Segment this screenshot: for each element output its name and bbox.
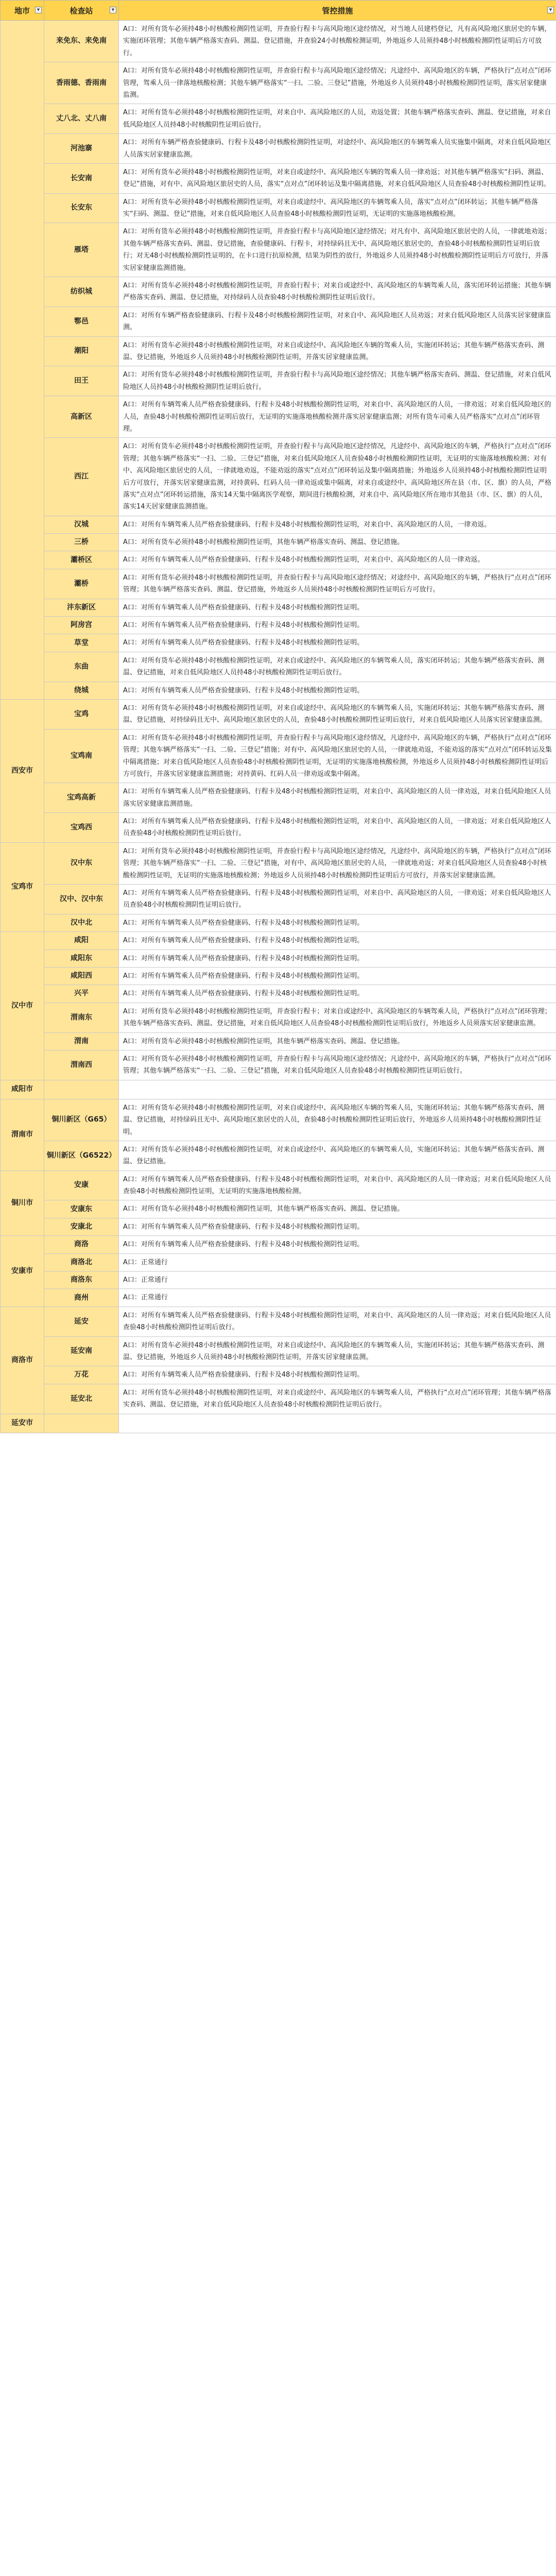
header-point: [44, 1, 119, 21]
policy-cell: A口：对所有车辆驾乘人员严格查验健康码、行程卡及48小时核酸检测阴性证明，对来自中、高风险地区的人员一律劝返；对来自低风险地区人员查验48小时核酸检测阴性证明，无证明的实施落地核酸检测。: [119, 1171, 556, 1200]
checkpoint-cell: 延安南: [44, 1336, 119, 1366]
policy-cell: A口：对所有车辆驾乘人员严格查验健康码、行程卡及48小时核酸检测阴性证明。: [119, 1366, 556, 1384]
checkpoint-cell: [44, 1080, 119, 1099]
table-row: [1, 193, 556, 223]
table-row: [1, 551, 556, 569]
table-row: [1, 336, 556, 366]
checkpoint-cell: 渭南西: [44, 1050, 119, 1080]
table-row: [1, 366, 556, 396]
table-row: [1, 1289, 556, 1307]
city-cell: 商洛市: [1, 1307, 44, 1414]
table-row: [1, 1099, 556, 1141]
table-row: [1, 307, 556, 336]
table-row: [1, 277, 556, 307]
table-row: [1, 968, 556, 985]
table-row: [1, 1272, 556, 1289]
table-row: [1, 682, 556, 699]
header-point-label: 检查站: [70, 6, 93, 15]
table-body: [1, 21, 556, 1433]
checkpoint-cell: 宝鸡高新: [44, 783, 119, 813]
table-row: [1, 223, 556, 277]
policy-cell: A口：对所有车辆驾乘人员严格查验健康码、行程卡及48小时核酸检测阴性证明。: [119, 985, 556, 1003]
policy-cell: A口：对所有车辆严格查验健康码、行程卡及48小时核酸检测阴性证明，对途经中、高风险地区的车辆驾乘人员实施集中隔离，对来自低风险地区人员落实居家健康监测。: [119, 134, 556, 164]
table-row: [1, 914, 556, 931]
city-cell: 咸阳市: [1, 1080, 44, 1099]
policy-cell: A口：对所有货车必须持48小时核酸检测阴性证明，其他车辆严格落实查码、测温、登记措施。: [119, 1200, 556, 1218]
table-row: [1, 134, 556, 164]
table-row: [1, 652, 556, 682]
table-row: [1, 396, 556, 438]
policy-cell: A口：对所有货车必须持48小时核酸检测阴性证明，对来自或途经中、高风险地区的车辆驾乘人员，落实闭环转运；其他车辆严格落实查码、测温、登记措施，对来自低风险地区人员持48小时核酸检测阴性证明后放行。: [119, 652, 556, 682]
table-row: [1, 1236, 556, 1253]
policy-cell: A口：对所有货车必须持48小时核酸检测阴性证明，对来自或途经中、高风险地区的车辆驾乘人员，落实“点对点”闭环转运；其他车辆严格落实“扫码、测温、登记”措施，对来自低风险地区人员查验48小时核酸检测阴性证明，无证明的实施落地核酸检测。: [119, 193, 556, 223]
policy-cell: A口：对所有货车必须持48小时核酸检测阴性证明，对来自或途经中、高风险地区的车辆驾乘人员，实施闭环转运；其他车辆严格落实查码、测温、登记措施，外地返乡人员须持48小时核酸检测阴性证明，并落实居家健康监测。: [119, 1336, 556, 1366]
header-policy: [119, 1, 556, 21]
checkpoint-cell: 河池寨: [44, 134, 119, 164]
checkpoint-cell: 咸阳: [44, 932, 119, 950]
policy-cell: A口：对所有车辆驾乘人员严格查验健康码、行程卡及48小时核酸检测阴性证明。: [119, 1236, 556, 1253]
checkpoint-cell: 商洛: [44, 1236, 119, 1253]
checkpoint-cell: 宝鸡西: [44, 813, 119, 843]
policy-cell: A口：对所有货车必须持48小时核酸检测阴性证明，并查验行程卡与高风险地区途经情况；凡途经中、高风险地区的车辆，严格执行“点对点”闭环管理；其他车辆严格落实“一扫、二验、三登记”措施，对来自低风险地区人员查验48小时核酸检测阴性证明后放行。: [119, 1050, 556, 1080]
table-row: [1, 1032, 556, 1050]
checkpoint-cell: 咸阳东: [44, 950, 119, 967]
table-row: [1, 1414, 556, 1433]
policy-cell: A口：对所有车辆驾乘人员严格查验健康码、行程卡及48小时核酸检测阴性证明，对来自中、高风险地区的人员，一律劝返。: [119, 516, 556, 533]
checkpoint-cell: 延安: [44, 1307, 119, 1336]
checkpoint-cell: 高新区: [44, 396, 119, 438]
checkpoint-cell: 丈八北、丈八南: [44, 104, 119, 134]
checkpoint-cell: 咸阳西: [44, 968, 119, 985]
table-row: [1, 1200, 556, 1218]
checkpoint-cell: 灞桥: [44, 569, 119, 599]
checkpoint-cell: 安康北: [44, 1218, 119, 1235]
policy-cell: A口：正常通行: [119, 1272, 556, 1289]
table-row: [1, 1366, 556, 1384]
city-cell: 安康市: [1, 1236, 44, 1307]
policy-cell: [119, 1080, 556, 1099]
table-row: [1, 1336, 556, 1366]
checkpoint-cell: 宝鸡南: [44, 729, 119, 783]
checkpoint-cell: 汉中、汉中东: [44, 885, 119, 914]
checkpoint-cell: 三桥: [44, 534, 119, 551]
policy-cell: A口：对所有货车必须持48小时核酸检测阴性证明，对来自或途经中、高风险地区的车辆驾乘人员，实施闭环转运；其他车辆严格落实查码、测温、登记措施，对持绿码且无中、高风险地区旅居史的人员，查验48小时核酸检测阴性证明后放行，对来自低风险地区人员落实居家健康监测。: [119, 699, 556, 729]
checkpoint-cell: 长安东: [44, 193, 119, 223]
table-row: [1, 932, 556, 950]
table-row: [1, 1253, 556, 1271]
policy-cell: A口：对所有货车必须持48小时核酸检测阴性证明，并查验行程卡与高风险地区途经情况；凡途经中、高风险地区的车辆，严格执行“点对点”闭环管理，驾乘人员一律落地核酸检测；其他车辆严格落实“一扫、二验、三登记”措施，外地返乡人员须持48小时核酸检测阴性证明，落实居家健康监测。: [119, 62, 556, 104]
checkpoint-cell: 安康东: [44, 1200, 119, 1218]
policy-cell: A口：对所有车辆驾乘人员严格查验健康码、行程卡及48小时核酸检测阴性证明。: [119, 1218, 556, 1235]
checkpoint-cell: 延安北: [44, 1384, 119, 1414]
policy-cell: A口：对所有车辆驾乘人员严格查验健康码、行程卡及48小时核酸检测阴性证明，对来自中、高风险地区的人员，一律劝返；对来自低风险地区人员查验48小时核酸检测阴性证明后放行。: [119, 813, 556, 843]
table-row: [1, 950, 556, 967]
table-row: [1, 534, 556, 551]
checkpoint-cell: 来免东、来免南: [44, 21, 119, 62]
policy-cell: A口：对所有货车必须持48小时核酸检测阴性证明，对来自或途经中、高风险地区车辆的驾乘人员，实施闭环转运；其他车辆严格落实查码、测温、登记措施，外地返乡人员须持48小时核酸检测阴性证明，并落实居家健康监测。: [119, 336, 556, 366]
table-row: [1, 1003, 556, 1032]
table-row: [1, 1384, 556, 1414]
policy-cell: A口：对所有货车必须持48小时核酸检测阴性证明，对来自中、高风险地区的人员，劝返处置；其他车辆严格落实查码、测温、登记措施，对来自低风险地区人员持48小时核酸阴性证明后放行。: [119, 104, 556, 134]
checkpoint-cell: 渭南: [44, 1032, 119, 1050]
policy-cell: A口：对所有货车必须持48小时核酸检测阴性证明，对来自或途经中、高风险地区车辆的驾乘人员，实施闭环转运；其他车辆严格落实查码、测温、登记措施，对持绿码且无中、高风险地区旅居史的人员，查验48小时核酸检测阴性证明后放行，外地返乡人员须持48小时核酸检测阴性证明。: [119, 1099, 556, 1141]
checkpoint-cell: [44, 1414, 119, 1433]
city-cell: 汉中市: [1, 932, 44, 1080]
policy-cell: A口：对所有货车必须持48小时核酸检测阴性证明，对来自或途经中、高风险地区的车辆驾乘人员，实施闭环转运；其他车辆严格落实查码、测温、登记措施。: [119, 1141, 556, 1171]
header-city-label: 地市: [14, 6, 30, 15]
table-row: [1, 1307, 556, 1336]
table-row: [1, 104, 556, 134]
policy-cell: A口：对所有货车必须持48小时核酸检测阴性证明，并查验行程卡；对来自或途经中、高风险地区的车辆驾乘人员，严格执行“点对点”闭环管理；其他车辆严格落实查码、测温、登记措施，对来自低风险地区人员查验48小时核酸检测阴性证明后放行，外地返乡人员须落实居家健康监测。: [119, 1003, 556, 1032]
city-cell: 延安市: [1, 1414, 44, 1433]
table-row: [1, 21, 556, 62]
policy-cell: A口：对所有货车必须持48小时核酸检测阴性证明，并查验行程卡；对来自或途经中、高风险地区的车辆驾乘人员，落实闭环转运措施；其他车辆严格落实查码、测温、登记措施，对持绿码人员查验48小时核酸检测阴性证明后放行。: [119, 277, 556, 307]
table-row: [1, 599, 556, 616]
filter-dropdown-icon[interactable]: ▼: [110, 7, 116, 13]
table-row: [1, 1141, 556, 1171]
city-cell: 渭南市: [1, 1099, 44, 1171]
table-row: [1, 163, 556, 193]
table-row: [1, 699, 556, 729]
checkpoint-cell: 鄠邑: [44, 307, 119, 336]
policy-cell: A口：对所有货车必须持48小时核酸检测阴性证明，并查验行程卡与高风险地区途经情况；对凡有中、高风险地区旅居史的人员，一律就地劝返；其他车辆严格落实查码、测温、登记措施，查验健康码、行程卡，对持绿码且无中、高风险地区旅居史的，查验48小时核酸检测阴性证明后放行；对无48小时核酸检测阴性证明的，在卡口进行抗原检测，结果为阴性的放行，外地返乡人员须持48小时核酸检测阴性证明后方可放行，并落实居家健康监测措施。: [119, 223, 556, 277]
checkpoint-cell: 草堂: [44, 634, 119, 652]
table-row: [1, 985, 556, 1003]
policy-cell: A口：对所有车辆驾乘人员严格查验健康码、行程卡及48小时核酸检测阴性证明。: [119, 914, 556, 931]
checkpoint-cell: 商洛北: [44, 1253, 119, 1271]
table-row: [1, 1218, 556, 1235]
checkpoint-cell: 兴平: [44, 985, 119, 1003]
policy-cell: A口：对所有车辆严格查验健康码、行程卡及48小时核酸检测阴性证明，对来自中、高风险地区人员劝返；对来自低风险地区人员落实居家健康监测。: [119, 307, 556, 336]
table-row: [1, 783, 556, 813]
policy-cell: A口：对所有车辆驾乘人员严格查验健康码、行程卡及48小时核酸检测阴性证明，对来自中、高风险地区的人员一律劝返；对来自低风险地区人员查验48小时核酸检测阴性证明后放行。: [119, 1307, 556, 1336]
checkpoint-cell: 阿房宫: [44, 617, 119, 634]
policy-cell: A口：对所有货车必须持48小时核酸检测阴性证明，并查验行程卡与高风险地区途经情况，凡途经中、高风险地区的车辆，严格执行“点对点”闭环管理；其他车辆严格落实“一扫、二验、三登记”措施，对来自低风险地区人员查验48小时核酸检测阴性证明，无证明的实施落地核酸检测；对有中、高风险地区旅居史的人员，一律就地劝返，不能劝返的落实“点对点”闭环转运及集中隔离措施；外地返乡人员须持48小时核酸检测阴性证明后方可放行，并落实居家健康监测，对持黄码、红码人员一律劝返或集中隔离，对来自或途经中、高风险地区所在县（市、区、旗）的人员，严格落实“点对点”闭环转运措施，落实14天集中隔离医学观察，期间进行核酸检测，对来自中、高风险地区所在地市其他县（市、区、旗）的人员，落实14天居家健康监测措施。: [119, 438, 556, 516]
table-row: [1, 62, 556, 104]
policy-cell: A口：对所有车辆驾乘人员严格查验健康码、行程卡及48小时核酸检测阴性证明，对来自中、高风险地区的人员，一律劝返；对来自低风险地区的人员，查验48小时核酸检测阴性证明后放行，无证明的实施落地核酸检测并落实居家健康监测；对所有货车司乘人员严格落实“点对点”闭环管理。: [119, 396, 556, 438]
policy-cell: A口：对所有货车必须持48小时核酸检测阴性证明，并查验行程卡与高风险地区途经情况，对当地人员建档登记，凡有高风险地区旅居史的车辆，实施闭环管理；其他车辆严格落实查码、测温、登记措施，并查验24小时核酸检测证明，外地返乡人员须持48小时核酸检测阴性证明后方可放行。: [119, 21, 556, 62]
city-cell: [1, 21, 44, 700]
filter-dropdown-icon[interactable]: ▼: [35, 7, 42, 13]
checkpoint-cell: 雁塔: [44, 223, 119, 277]
table-row: [1, 729, 556, 783]
policy-cell: A口：对所有货车必须持48小时核酸检测阴性证明，并查验行程卡与高风险地区途经情况，凡途经中、高风险地区的车辆，严格执行“点对点”闭环管理；其他车辆严格落实“一扫、二验、三登记”措施；对有中、高风险地区旅居史的人员，一律就地劝返，不能劝返的落实“点对点”闭环转运及集中隔离措施；对来自低风险地区人员查验48小时核酸检测阴性证明，无证明的实施落地核酸检测，外地返乡人员须持48小时核酸检测阴性证明后方可放行，并落实居家健康监测措施；对持黄码、红码人员一律劝返或集中隔离。: [119, 729, 556, 783]
policy-cell: A口：正常通行: [119, 1253, 556, 1271]
checkpoint-cell: 万花: [44, 1366, 119, 1384]
checkpoint-cell: 安康: [44, 1171, 119, 1200]
city-cell: 西安市: [1, 699, 44, 842]
header-policy-label: 管控措施: [322, 6, 353, 15]
checkpoint-cell: 汉中北: [44, 914, 119, 931]
table-row: [1, 1080, 556, 1099]
checkpoint-cell: 田王: [44, 366, 119, 396]
policy-cell: A口：对所有车辆驾乘人员严格查验健康码、行程卡及48小时核酸检测阴性证明。: [119, 634, 556, 652]
policy-cell: A口：对所有货车必须持48小时核酸检测阴性证明，并查验行程卡与高风险地区途经情况，凡途经中、高风险地区的车辆，严格执行“点对点”闭环管理；其他车辆严格落实“一扫、二验、三登记”措施，对有中、高风险地区旅居史的人员，一律就地劝返；对来自低风险地区人员查验48小时核酸检测阴性证明，无证明的实施落地核酸检测；外地返乡人员须持48小时核酸检测阴性证明后方可放行，并落实居家健康监测。: [119, 842, 556, 884]
checkpoint-cell: 纺织城: [44, 277, 119, 307]
policy-cell: A口：对所有车辆驾乘人员严格查验健康码、行程卡及48小时核酸检测阴性证明，对来自中、高风险地区的人员一律劝返，对来自低风险地区人员落实居家健康监测措施。: [119, 783, 556, 813]
checkpoint-cell: 宝鸡: [44, 699, 119, 729]
policy-cell: A口：对所有车辆驾乘人员严格查验健康码、行程卡及48小时核酸检测阴性证明。: [119, 932, 556, 950]
policy-cell: A口：对所有车辆驾乘人员严格查验健康码、行程卡及48小时核酸检测阴性证明。: [119, 682, 556, 699]
checkpoint-cell: 沣东新区: [44, 599, 119, 616]
table-row: [1, 516, 556, 533]
header-city: [1, 1, 44, 21]
policy-cell: A口：对所有车辆驾乘人员严格查验健康码、行程卡及48小时核酸检测阴性证明。: [119, 968, 556, 985]
city-cell: 铜川市: [1, 1171, 44, 1236]
table-row: [1, 569, 556, 599]
table-row: [1, 617, 556, 634]
policy-cell: A口：对所有车辆驾乘人员严格查验健康码、行程卡及48小时核酸检测阴性证明，对来自中、高风险地区的人员，一律劝返；对来自低风险地区人员查验48小时核酸检测阴性证明后放行。: [119, 885, 556, 914]
policy-cell: A口：对所有货车必须持48小时核酸检测阴性证明，并查验行程卡与高风险地区途经情况；对途经中、高风险地区的车辆，严格执行“点对点”闭环管理；其他车辆严格落实查码、测温、登记措施，外地返乡人员须持48小时核酸检测阴性证明后方可放行。: [119, 569, 556, 599]
table-row: [1, 813, 556, 843]
policy-cell: A口：对所有货车必须持48小时核酸检测阴性证明，对来自或途经中、高风险地区车辆的驾乘人员一律劝返；对其他车辆严格落实“扫码、测温、登记”措施，对有中、高风险地区旅居史的人员，落实“点对点”闭环转运及集中隔离措施，对来自低风险地区人员查验48小时核酸检测阴性证明。: [119, 163, 556, 193]
policy-cell: A口：对所有车辆驾乘人员严格查验健康码、行程卡及48小时核酸检测阴性证明。: [119, 617, 556, 634]
table-row: [1, 634, 556, 652]
filter-dropdown-icon[interactable]: ▼: [547, 7, 554, 13]
policy-cell: A口：对所有车辆驾乘人员严格查验健康码、行程卡及48小时核酸检测阴性证明。: [119, 599, 556, 616]
checkpoint-cell: 长安南: [44, 163, 119, 193]
policy-cell: A口：对所有货车必须持48小时核酸检测阴性证明，并查验行程卡与高风险地区途经情况；其他车辆严格落实查码、测温、登记措施，对来自低风险地区人员持48小时核酸检测阴性证明后放行。: [119, 366, 556, 396]
table-row: [1, 885, 556, 914]
checkpoint-cell: 灞桥区: [44, 551, 119, 569]
header-row: [1, 1, 556, 21]
checkpoint-cell: 汉中东: [44, 842, 119, 884]
checkpoint-cell: 渭南东: [44, 1003, 119, 1032]
table-row: [1, 842, 556, 884]
city-cell: 宝鸡市: [1, 842, 44, 931]
checkpoint-cell: 铜川新区（G65）: [44, 1099, 119, 1141]
policy-cell: A口：对所有货车必须持48小时核酸检测阴性证明，其他车辆严格落实查码、测温、登记措施。: [119, 1032, 556, 1050]
checkpoint-cell: 香雨德、香雨南: [44, 62, 119, 104]
checkpoint-cell: 商州: [44, 1289, 119, 1307]
table-row: [1, 1050, 556, 1080]
policy-cell: A口：对所有车辆驾乘人员严格查验健康码、行程卡及48小时核酸检测阴性证明。: [119, 950, 556, 967]
checkpoint-cell: 西江: [44, 438, 119, 516]
checkpoint-cell: 铜川新区（G6522）: [44, 1141, 119, 1171]
policy-cell: [119, 1414, 556, 1433]
checkpoint-cell: 东曲: [44, 652, 119, 682]
checkpoint-cell: 商洛东: [44, 1272, 119, 1289]
policy-cell: A口：对所有车辆驾乘人员严格查验健康码、行程卡及48小时核酸检测阴性证明，对来自中、高风险地区的人员一律劝返。: [119, 551, 556, 569]
policy-cell: A口：对所有货车必须持48小时核酸检测阴性证明，对来自或途经中、高风险地区的车辆驾乘人员，严格执行“点对点”闭环管理；其他车辆严格落实查码、测温、登记措施，对来自低风险地区人员查验48小时核酸检测阴性证明后放行。: [119, 1384, 556, 1414]
policy-cell: A口：对所有货车必须持48小时核酸检测阴性证明，其他车辆严格落实查码、测温、登记措施。: [119, 534, 556, 551]
checkpoint-cell: 绕城: [44, 682, 119, 699]
checkpoint-cell: 潮阳: [44, 336, 119, 366]
table-row: [1, 438, 556, 516]
checkpoint-cell: 汉城: [44, 516, 119, 533]
table-row: [1, 1171, 556, 1200]
policy-cell: A口：正常通行: [119, 1289, 556, 1307]
